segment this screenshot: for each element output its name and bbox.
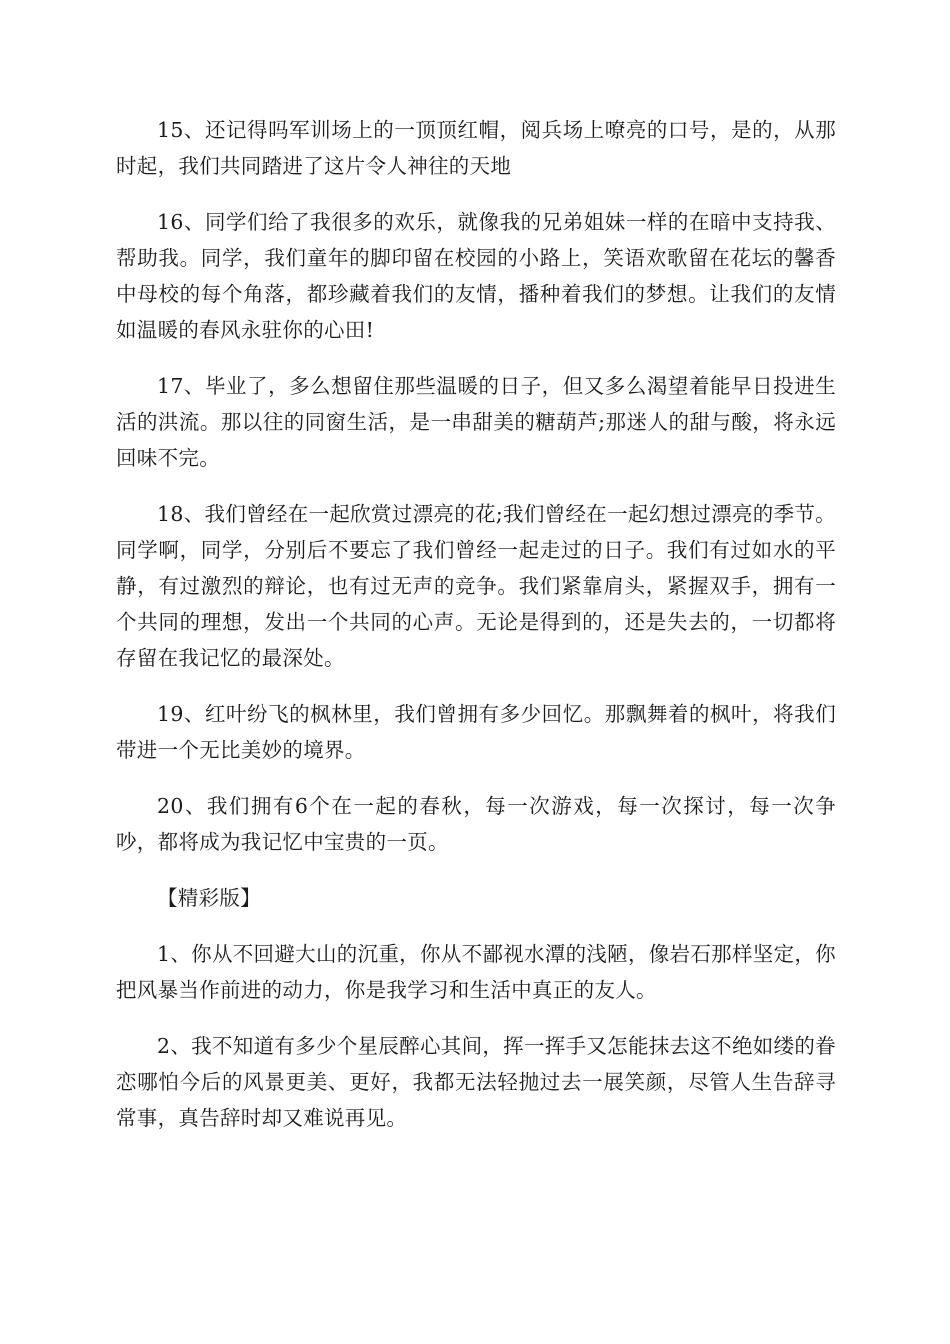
paragraph-highlight-2: 2、我不知道有多少个星辰醉心其间，挥一挥手又怎能抹去这不绝如缕的眷恋哪怕今后的风景更美、更好，我都无法轻抛过去一展笑颜，尽管人生告辞寻常事，真告辞时却又难说再见。 xyxy=(116,1034,836,1130)
paragraph-17: 17、毕业了，多么想留住那些温暖的日子，但又多么渴望着能早日投进生活的洪流。那以往的同窗生活，是一串甜美的糖葫芦;那迷人的甜与酸，将永远回味不完。 xyxy=(116,374,836,470)
paragraph-18: 18、我们曾经在一起欣赏过漂亮的花;我们曾经在一起幻想过漂亮的季节。同学啊，同学，分别后不要忘了我们曾经一起走过的日子。我们有过如水的平静，有过激烈的辩论，也有过无声的竞争。我们紧靠肩头，紧握双手，拥有一个共同的理想，发出一个共同的心声。无论是得到的，还是失去的，一切都将存留在我记忆的最深处。 xyxy=(116,502,836,670)
paragraph-19: 19、红叶纷飞的枫林里，我们曾拥有多少回忆。那飘舞着的枫叶，将我们带进一个无比美妙的境界。 xyxy=(116,702,836,762)
document-body xyxy=(116,112,836,1156)
paragraph-16: 16、同学们给了我很多的欢乐，就像我的兄弟姐妹一样的在暗中支持我、帮助我。同学，我们童年的脚印留在校园的小路上，笑语欢歌留在花坛的馨香中母校的每个角落，都珍藏着我们的友情，播种着我们的梦想。让我们的友情如温暖的春风永驻你的心田! xyxy=(116,210,836,342)
paragraph-highlight-1: 1、你从不回避大山的沉重，你从不鄙视水潭的浅陋，像岩石那样坚定，你把风暴当作前进的动力，你是我学习和生活中真正的友人。 xyxy=(116,942,836,1002)
section-heading: 【精彩版】 xyxy=(157,886,261,910)
paragraph-15: 15、还记得吗军训场上的一顶顶红帽，阅兵场上嘹亮的口号，是的，从那时起，我们共同踏进了这片令人神往的天地 xyxy=(116,118,836,178)
paragraph-20: 20、我们拥有6个在一起的春秋，每一次游戏，每一次探讨，每一次争吵，都将成为我记忆中宝贵的一页。 xyxy=(116,794,836,854)
